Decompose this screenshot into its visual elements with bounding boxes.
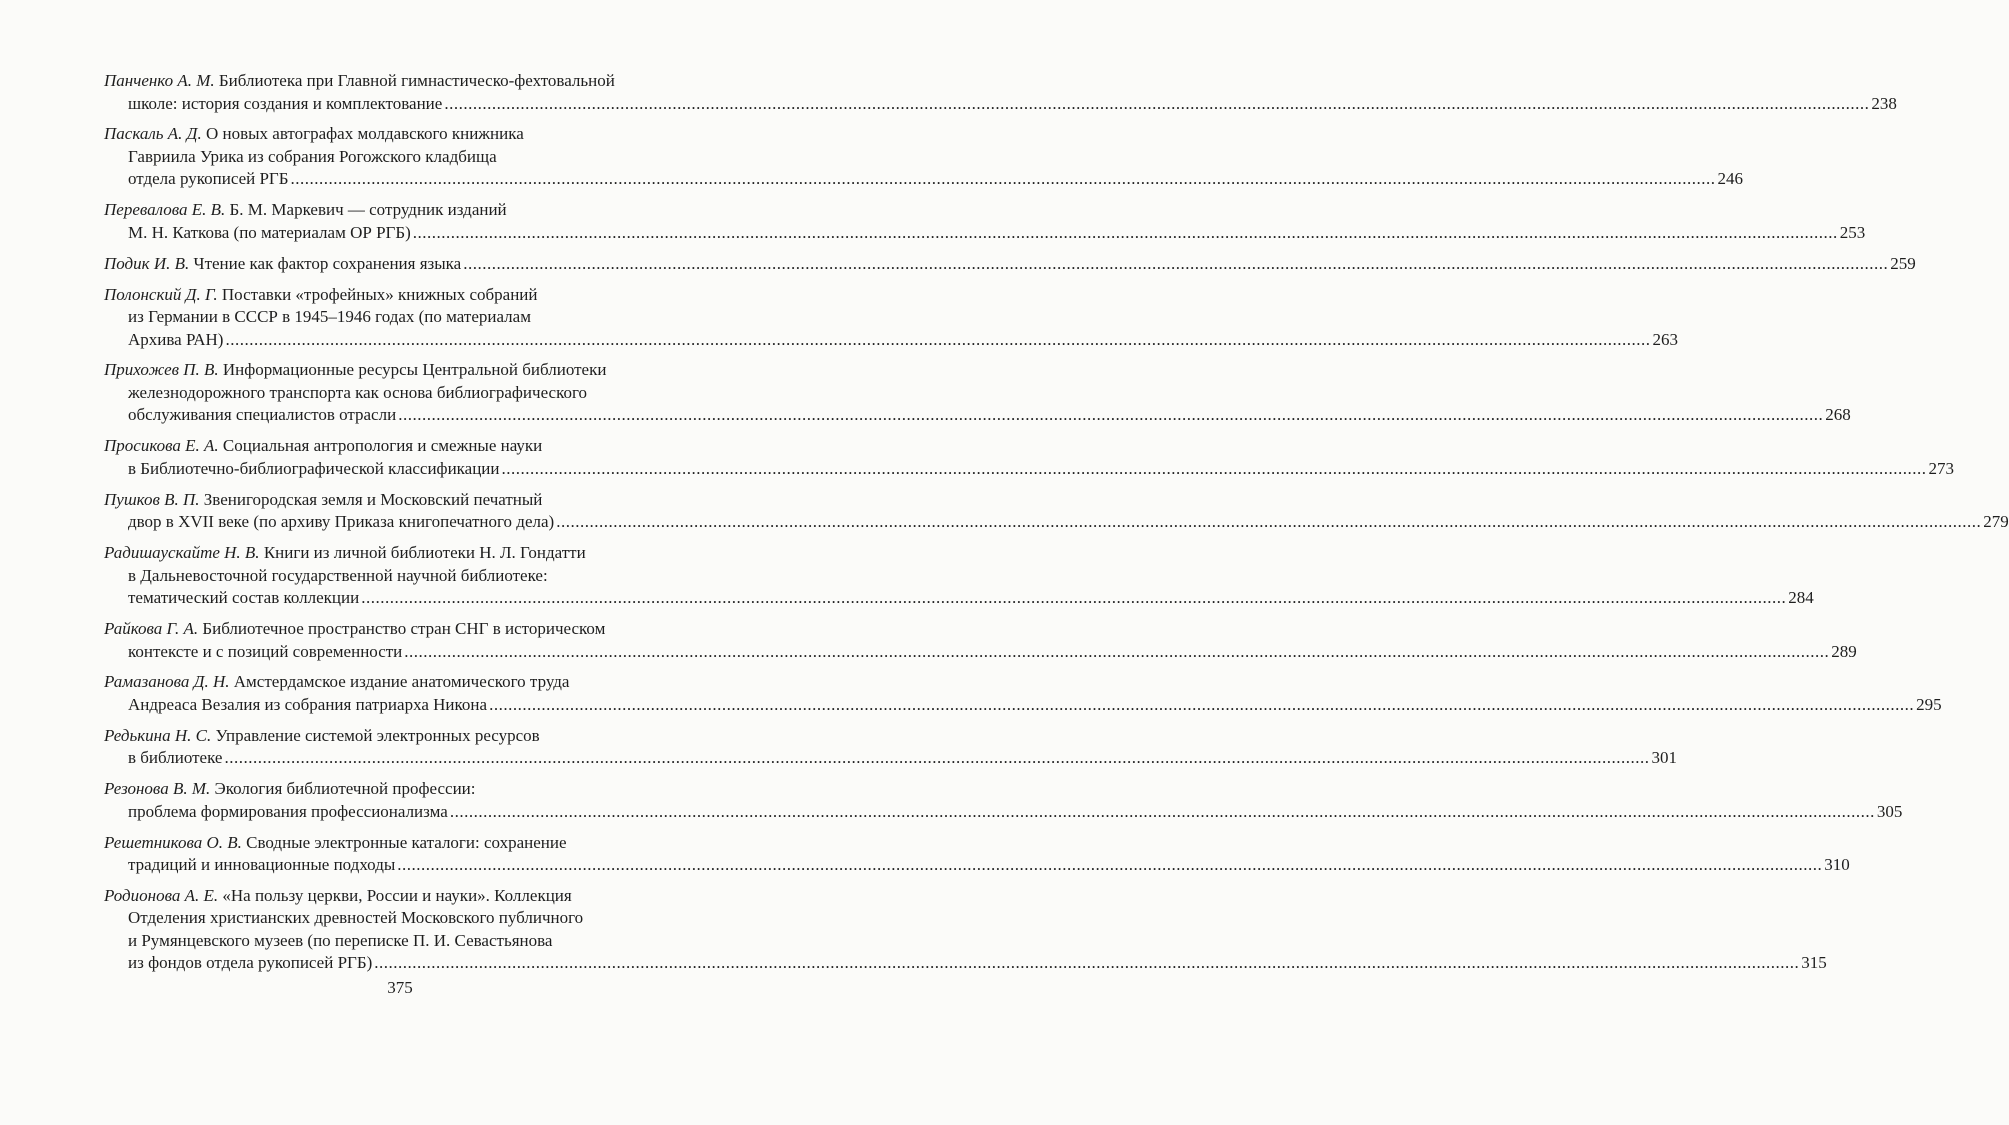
entry-page-number: 268 [1825, 405, 1851, 425]
dot-leader: ............................................................................................................................................................................................................................................................................................................ [501, 458, 1927, 478]
toc-line-text [104, 833, 567, 852]
toc-line-text [128, 307, 531, 326]
toc-line [104, 222, 1866, 245]
toc-line-text [104, 779, 476, 798]
entry-title-line: Социальная антропология и смежные науки [222, 436, 543, 456]
toc-line [104, 93, 1897, 116]
toc-entry [104, 359, 1851, 427]
toc-line-text [128, 931, 552, 950]
toc-line [104, 952, 1827, 975]
toc-line [104, 489, 686, 512]
toc-line-text [128, 383, 587, 402]
entry-page-number: 279 [1983, 512, 2009, 532]
toc-line-text [104, 886, 572, 905]
toc-line [104, 284, 686, 307]
entry-author: Просикова Е. А. [104, 436, 219, 456]
entry-page-number: 259 [1890, 253, 1916, 273]
entry-title-line: тематический состав коллекции [128, 588, 360, 608]
toc-line-text [104, 672, 569, 691]
toc-line [104, 747, 1677, 770]
entry-author: Радишаускайте Н. В. [104, 543, 260, 563]
entry-author: Перевалова Е. В. [104, 200, 226, 220]
toc-line [104, 587, 1814, 610]
toc-line-text [128, 222, 411, 245]
entry-author: Подик И. В. [104, 253, 190, 273]
toc-entry [104, 618, 1857, 663]
toc-line-text [104, 124, 524, 143]
entry-title-line: и Румянцевского музеев (по переписке П. И. Севастьянова [128, 930, 553, 950]
entry-author: Резонова В. М. [104, 779, 211, 799]
toc-line-text [104, 726, 540, 745]
toc-line-text [128, 854, 395, 877]
entry-title-line: контексте и с позиций современности [128, 641, 403, 661]
entry-title-line: железнодорожного транспорта как основа библиографического [128, 382, 588, 402]
toc-entry [104, 199, 1866, 244]
toc-entry [104, 542, 1814, 610]
dot-leader: ............................................................................................................................................................................................................................................................................................................ [444, 93, 1870, 113]
toc-line-text [128, 329, 223, 352]
toc-line [104, 832, 686, 855]
toc-entry [104, 123, 1744, 191]
toc-line [104, 854, 1850, 877]
dot-leader: ............................................................................................................................................................................................................................................................................................................ [463, 253, 1889, 273]
toc-line [104, 146, 686, 169]
toc-line-text [104, 285, 538, 304]
toc-entry [104, 489, 2009, 534]
dot-leader: ............................................................................................................................................................................................................................................................................................................ [398, 405, 1824, 425]
toc-line-text [128, 801, 448, 824]
dot-leader: ............................................................................................................................................................................................................................................................................................................ [397, 855, 1823, 875]
toc-line [104, 404, 1851, 427]
entry-title-line: Библиотека при Главной гимнастическо-фехтовальной [218, 71, 615, 90]
entry-title-line: Экология библиотечной профессии: [214, 779, 476, 799]
toc-entry [104, 253, 1916, 276]
toc-line [104, 641, 1857, 664]
entry-page-number: 315 [1801, 953, 1827, 973]
entry-title-line: Звенигородская земля и Московский печатный [203, 489, 543, 509]
dot-leader: ............................................................................................................................................................................................................................................................................................................ [449, 801, 1875, 821]
dot-leader: ............................................................................................................................................................................................................................................................................................................ [412, 222, 1838, 242]
toc-line-text [128, 641, 402, 664]
entry-title-line: Б. М. Маркевич — сотрудник изданий [229, 200, 507, 220]
entry-author: Паскаль А. Д. [104, 124, 202, 144]
toc-line-text [104, 619, 605, 638]
entry-author: Редькина Н. С. [104, 725, 212, 745]
entry-title-line: О новых автографах молдавского книжника [205, 124, 524, 144]
toc-line [104, 885, 686, 908]
toc-entry [104, 671, 1942, 716]
entry-title-line: двор в XVII веке (по архиву Приказа книгопечатного дела) [128, 512, 555, 532]
entry-page-number: 295 [1916, 694, 1942, 714]
entry-title-line: Гавриила Урика из собрания Рогожского кладбища [128, 146, 497, 166]
entry-page-number: 301 [1651, 748, 1677, 768]
entry-author: Райкова Г. А. [104, 619, 199, 639]
toc-line-text [104, 360, 606, 379]
entry-author: Прихожев П. В. [104, 360, 219, 380]
toc-line [104, 930, 686, 953]
entry-page-number: 253 [1839, 222, 1866, 242]
toc-line [104, 725, 686, 748]
toc-entry [104, 435, 1955, 480]
toc-line-text [128, 694, 487, 717]
toc-line [104, 70, 686, 93]
toc-line-text [104, 71, 615, 90]
entry-title-line: проблема формирования профессионализма [128, 801, 448, 821]
toc-line-text [128, 747, 222, 770]
entry-title-line: М. Н. Каткова (по материалам ОР РГБ) [128, 222, 411, 242]
entry-author: Полонский Д. Г. [104, 284, 218, 304]
entry-title-line: в Дальневосточной государственной научной библиотеке: [128, 565, 548, 585]
toc-line-text [128, 458, 500, 481]
entry-title-line: Отделения христианских древностей Московского публичного [128, 908, 584, 928]
toc-line-text [128, 908, 583, 927]
entry-title-line: Управление системой электронных ресурсов [215, 725, 540, 745]
toc-line [104, 511, 2009, 534]
entry-author: Решетникова О. В. [104, 832, 242, 852]
entry-title-line: обслуживания специалистов отрасли [128, 405, 397, 425]
entry-page-number: 238 [1871, 93, 1897, 113]
entry-page-number: 305 [1876, 801, 1903, 821]
entry-title-line: Чтение как фактор сохранения языка [193, 253, 462, 273]
toc-line-text [128, 587, 359, 610]
entry-title-line: Информационные ресурсы Центральной библиотеки [222, 360, 607, 380]
toc-line [104, 329, 1678, 352]
entry-title-line: Архива РАН) [128, 329, 224, 349]
dot-leader: ............................................................................................................................................................................................................................................................................................................ [374, 953, 1800, 973]
dot-leader: ............................................................................................................................................................................................................................................................................................................ [361, 588, 1787, 608]
toc-line [104, 542, 686, 565]
table-of-contents [104, 70, 2009, 983]
entry-title-line: Поставки «трофейных» книжных собраний [221, 284, 538, 304]
dot-leader: ............................................................................................................................................................................................................................................................................................................ [489, 694, 1915, 714]
toc-entry [104, 70, 1897, 115]
toc-line-text [128, 511, 554, 534]
dot-leader: ............................................................................................................................................................................................................................................................................................................ [225, 329, 1651, 349]
toc-line [104, 435, 686, 458]
toc-line-text [128, 952, 372, 975]
toc-line [104, 694, 1942, 717]
dot-leader: ............................................................................................................................................................................................................................................................................................................ [556, 512, 1982, 532]
page-number: 375 [387, 978, 413, 997]
entry-author: Панченко А. М. [104, 71, 215, 90]
entry-author: Пушков В. П. [104, 489, 200, 509]
toc-line-text [128, 147, 497, 166]
entry-author: Родионова А. Е. [104, 885, 219, 905]
entry-page-number: 263 [1652, 329, 1678, 349]
entry-page-number: 273 [1928, 458, 1955, 478]
toc-line-text [104, 253, 461, 276]
entry-author: Рамазанова Д. Н. [104, 672, 230, 692]
entry-title-line: традиций и инновационные подходы [128, 855, 396, 875]
toc-line-text [104, 436, 542, 455]
entry-title-line: «На пользу церкви, России и науки». Коллекция [222, 885, 572, 905]
toc-line [104, 801, 1903, 824]
toc-entry [104, 725, 1677, 770]
toc-line [104, 565, 686, 588]
entry-title-line: в Библиотечно-библиографической классификации [128, 458, 500, 478]
toc-line [104, 382, 686, 405]
toc-entry [104, 885, 1827, 975]
entry-page-number: 310 [1824, 855, 1850, 875]
toc-line [104, 778, 686, 801]
toc-entry [104, 778, 1903, 823]
entry-title-line: Библиотечное пространство стран СНГ в историческом [202, 619, 606, 639]
toc-line [104, 199, 686, 222]
toc-line [104, 907, 686, 930]
entry-title-line: из Германии в СССР в 1945–1946 годах (по материалам [128, 307, 531, 327]
toc-line-text [128, 404, 396, 427]
entry-title-line: из фондов отдела рукописей РГБ) [128, 953, 373, 973]
toc-line [104, 458, 1955, 481]
entry-title-line: Сводные электронные каталоги: сохранение [246, 832, 567, 852]
entry-title-line: Андреаса Везалия из собрания патриарха Никона [128, 694, 488, 714]
entry-page-number: 246 [1717, 169, 1744, 189]
dot-leader: ............................................................................................................................................................................................................................................................................................................ [290, 169, 1716, 189]
toc-line-text [104, 200, 507, 219]
toc-entry [104, 832, 1850, 877]
entry-title-line: Книги из личной библиотеки Н. Л. Гондатти [263, 543, 586, 563]
toc-line [104, 618, 686, 641]
toc-line [104, 306, 686, 329]
entry-title-line: отдела рукописей РГБ [128, 169, 289, 189]
dot-leader: ............................................................................................................................................................................................................................................................................................................ [224, 748, 1650, 768]
toc-line-text [104, 490, 542, 509]
dot-leader: ............................................................................................................................................................................................................................................................................................................ [404, 641, 1830, 661]
toc-line [104, 123, 686, 146]
entry-title-line: в библиотеке [128, 748, 223, 768]
toc-line [104, 359, 686, 382]
entry-title-line: Амстердамское издание анатомического труда [233, 672, 570, 692]
entry-title-line: школе: история создания и комплектование [128, 93, 443, 113]
toc-line-text [104, 543, 586, 562]
toc-line [104, 253, 1916, 276]
entry-page-number: 284 [1788, 588, 1814, 608]
toc-line [104, 671, 686, 694]
toc-entry [104, 284, 1678, 352]
toc-line [104, 168, 1744, 191]
toc-line-text [128, 93, 442, 116]
entry-page-number: 289 [1831, 641, 1857, 661]
toc-line-text [128, 566, 548, 585]
toc-line-text [128, 168, 289, 191]
